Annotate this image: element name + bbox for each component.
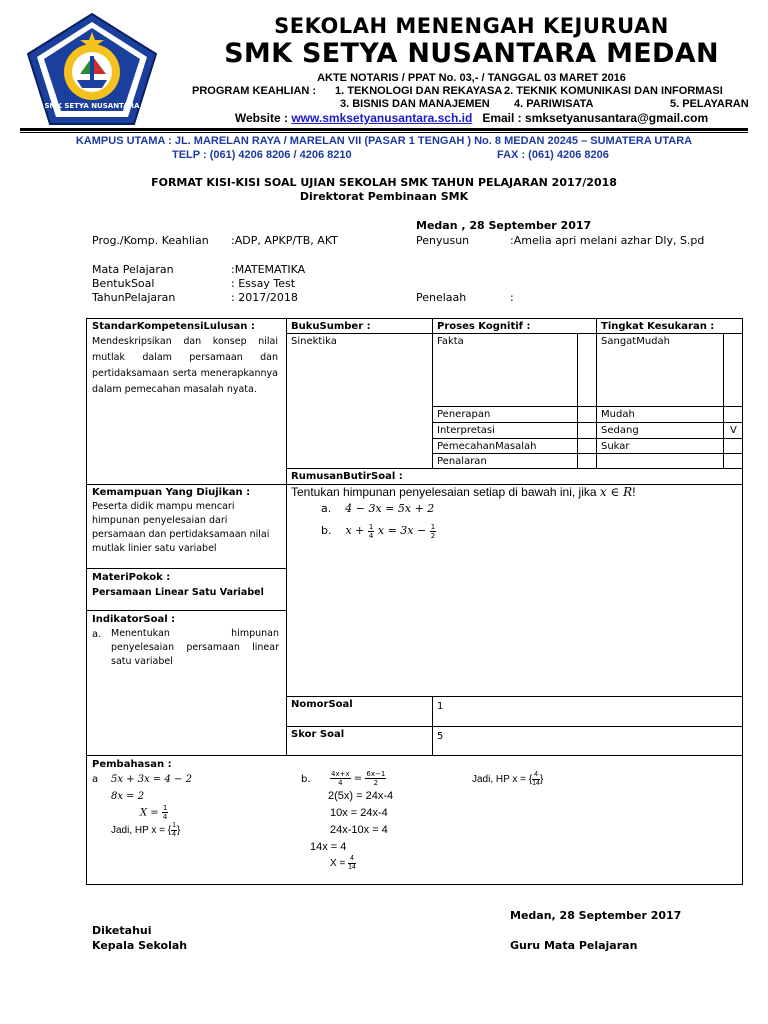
sol-b-line1: $\frac{4x+x}{4}$ = $\frac{6x-1}{2}$ — [331, 769, 386, 787]
penelaah-label: Penelaah — [416, 291, 467, 304]
sol-b-line3: 10x = 24x-4 — [330, 807, 388, 819]
penyusun-label: Penyusun — [416, 234, 470, 247]
school-type: SEKOLAH MENENGAH KEJURUAN — [274, 14, 669, 38]
proses-interpretasi: Interpretasi — [437, 425, 495, 436]
logo-text: SMK SETYA NUSANTARA — [44, 102, 140, 110]
sol-b-line2: 2(5x) = 24x-4 — [328, 790, 394, 802]
tingkat-mudah: Mudah — [601, 409, 635, 420]
nomor-label: NomorSoal — [291, 699, 353, 710]
header-rule — [20, 128, 748, 131]
mapel-label: Mata Pelajaran — [92, 263, 174, 276]
sol-b-line5: 14x = 4 — [310, 841, 347, 853]
rumusan-label: RumusanButirSoal : — [291, 471, 403, 482]
sol-b-line4: 24x-10x = 4 — [330, 824, 388, 836]
mapel-value: :MATEMATIKA — [231, 263, 306, 276]
program-1: 1. TEKNOLOGI DAN REKAYASA — [335, 85, 503, 97]
program-3: 3. BISNIS DAN MANAJEMEN — [340, 98, 490, 110]
sol-a-result: Jadi, HP x = { $\frac{1}{4}$ } — [111, 822, 181, 838]
penelaah-value: : — [510, 291, 514, 304]
email-address: smksetyanusantara@gmail.com — [525, 111, 709, 125]
footer-known: Diketahui — [92, 924, 152, 937]
program-4: 4. PARIWISATA — [514, 98, 594, 110]
skl-text: Mendeskripsikan dan konsep nilai mutlak dalam persamaan dan pertidaksamaan serta menerapkannya dalam pemecahan masalah nyata. — [92, 336, 278, 395]
doc-title: FORMAT KISI-KISI SOAL UJIAN SEKOLAH SMK TAHUN PELAJARAN 2017/2018 — [151, 176, 617, 189]
tingkat-sangat-mudah: SangatMudah — [601, 336, 670, 347]
buku-label: BukuSumber : — [291, 321, 371, 332]
skor-label: Skor Soal — [291, 729, 345, 740]
sol-b-line6: X = $\frac{4}{14}$ — [330, 854, 356, 871]
program-5: 5. PELAYARAN — [670, 98, 749, 110]
tahun-value: : 2017/2018 — [231, 291, 298, 304]
indikator-marker: a. — [92, 629, 102, 640]
proses-fakta: Fakta — [437, 336, 464, 347]
telp-line: TELP : (061) 4206 8206 / 4206 8210 — [172, 149, 352, 161]
materi-label: MateriPokok : — [92, 572, 171, 583]
bentuk-value: : Essay Test — [231, 277, 296, 290]
proses-penerapan: Penerapan — [437, 409, 491, 420]
school-name: SMK SETYA NUSANTARA MEDAN — [224, 38, 719, 69]
school-logo — [22, 10, 162, 128]
footer-head: Kepala Sekolah — [92, 939, 188, 952]
proses-pemecahan: PemecahanMasalah — [437, 441, 537, 452]
question-text: Tentukan himpunan penyelesaian setiap di bawah ini, jika x ∈ R! — [291, 485, 636, 499]
program-2: 2. TEKNIK KOMUNIKASI DAN INFORMASI — [504, 85, 723, 97]
campus-address: KAMPUS UTAMA : JL. MARELAN RAYA / MARELAN VII (PASAR 1 TENGAH ) No. 8 MEDAN 20245 – SUMATERA UTARA — [75, 135, 693, 147]
fax-line: FAX : (061) 4206 8206 — [497, 149, 609, 161]
prog-value: :ADP, APKP/TB, AKT — [231, 234, 338, 247]
skl-label: StandarKompetensiLulusan : — [92, 321, 255, 332]
pembahasan-label: Pembahasan : — [92, 759, 172, 770]
skor-value: 5 — [437, 731, 444, 742]
sol-b-marker: b. — [301, 774, 311, 785]
penyusun-value: :Amelia apri melani azhar Dly, S.pd — [510, 234, 705, 247]
sol-a-marker: a — [92, 774, 99, 785]
sol-a-line1: 5x + 3x = 4 − 2 — [111, 774, 192, 785]
question-b: b. x + $\frac{1}{4}$ x = 3x − $\frac{1}{2}$ — [321, 522, 436, 540]
kemampuan-label: Kemampuan Yang Diujikan : — [92, 487, 251, 498]
buku-value: Sinektika — [291, 336, 337, 347]
date-top: Medan , 28 September 2017 — [416, 219, 592, 232]
nomor-value: 1 — [437, 701, 444, 712]
tingkat-check-mark: V — [730, 425, 737, 436]
sol-a-line2: 8x = 2 — [111, 791, 145, 802]
doc-subtitle: Direktorat Pembinaan SMK — [299, 190, 469, 203]
sol-a-line3: X = $\frac{1}{4}$ — [140, 804, 168, 821]
indikator-label: IndikatorSoal : — [92, 614, 176, 625]
akte-line: AKTE NOTARIS / PPAT No. 03,- / TANGGAL 03 MARET 2016 — [317, 72, 626, 84]
tingkat-sedang: Sedang — [601, 425, 639, 436]
tingkat-label: Tingkat Kesukaran : — [601, 321, 715, 332]
footer-date: Medan, 28 September 2017 — [510, 909, 682, 922]
contact-line: Website : www.smksetyanusantara.sch.id Email : smksetyanusantara@gmail.com — [234, 111, 709, 125]
tahun-label: TahunPelajaran — [92, 291, 176, 304]
footer-teacher: Guru Mata Pelajaran — [510, 939, 638, 952]
sol-b-result: Jadi, HP x = { $\frac{4}{14}$ } — [472, 771, 544, 787]
materi-value: Persamaan Linear Satu Variabel — [92, 587, 264, 598]
header-rule-thin — [20, 132, 748, 133]
kemampuan-text: Peserta didik mampu mencari himpunan penyelesaian dari persamaan dan pertidaksamaan nilai mutlak linier satu variabel — [92, 501, 270, 554]
question-a: a. 4 − 3x = 5x + 2 — [321, 502, 435, 515]
program-label: PROGRAM KEAHLIAN : — [192, 85, 317, 97]
indikator-text: Menentukan himpunan penyelesaian persamaan linear satu variabel — [111, 628, 279, 667]
proses-label: Proses Kognitif : — [437, 321, 531, 332]
proses-penalaran: Penalaran — [437, 456, 487, 467]
tingkat-sukar: Sukar — [601, 441, 630, 452]
prog-label: Prog./Komp. Keahlian — [92, 234, 209, 247]
website-link[interactable]: www.smksetyanusantara.sch.id — [291, 111, 473, 125]
bentuk-label: BentukSoal — [92, 277, 155, 290]
